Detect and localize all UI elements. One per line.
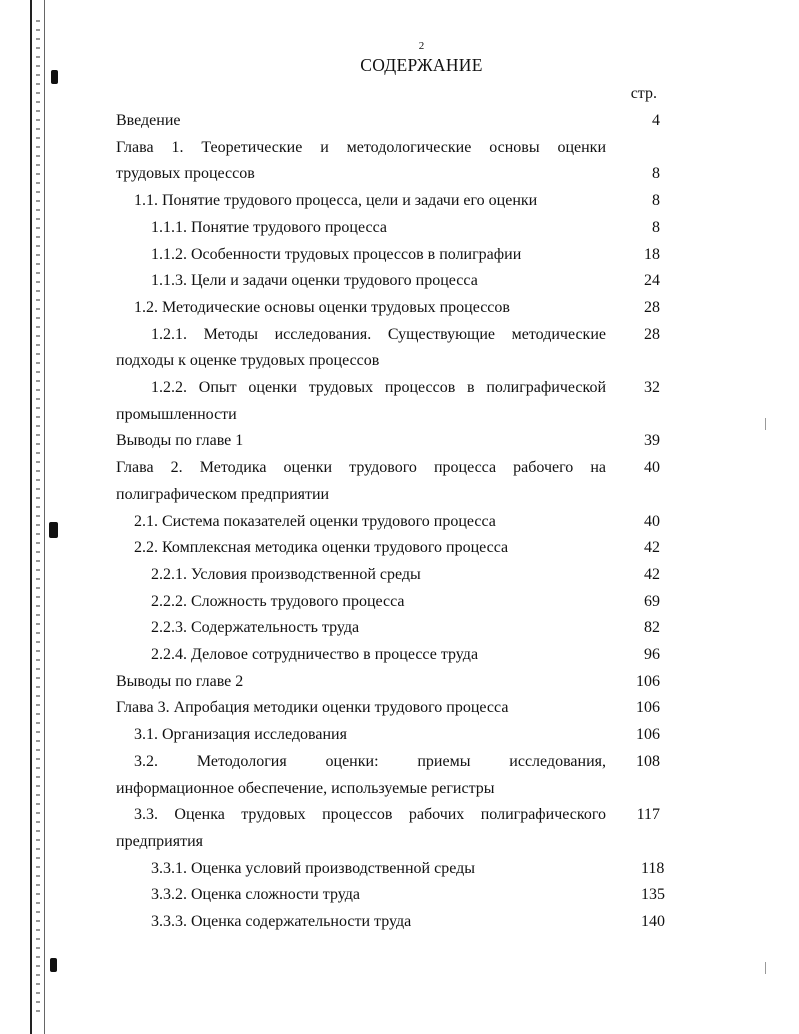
scan-punch-mark [49,522,58,538]
toc-entry[interactable] [116,188,660,215]
toc-entry-title: Выводы по главе 2 [116,672,244,690]
toc-entry[interactable] [116,589,660,616]
toc-entry[interactable] [116,695,660,722]
toc-entry[interactable] [116,642,660,669]
toc-entry-title: 2.1. Система показателей оценки трудового процесса [134,512,496,530]
toc-entry-page: 106 [636,726,660,744]
toc-entry-continuation[interactable] [116,829,660,856]
toc-entry[interactable] [116,108,660,135]
toc-entry[interactable] [116,562,660,589]
toc-entry[interactable] [116,268,660,295]
toc-entry[interactable] [116,615,660,642]
toc-entry-page: 18 [644,245,660,263]
toc-entry-continuation[interactable] [116,348,660,375]
toc-entry-page: 108 [636,752,660,770]
table-of-contents [116,108,665,936]
toc-entry-title: 1.1.1. Понятие трудового процесса [151,218,387,236]
toc-entry-title: Глава 3. Апробация методики оценки трудового процесса [116,699,509,717]
toc-entry-title: Глава 1. Теоретические и методологические основы оценки [116,138,606,156]
toc-entry-continuation[interactable] [116,482,660,509]
toc-entry[interactable] [116,509,660,536]
scan-right-mark [765,418,766,430]
toc-entry[interactable] [116,135,660,162]
toc-entry-page: 32 [644,379,660,397]
toc-entry[interactable] [116,909,665,936]
scan-right-mark [765,962,766,974]
toc-entry-page: 24 [644,272,660,290]
toc-entry-page: 28 [644,298,660,316]
toc-entry-title: 1.2.1. Методы исследования. Существующие методические [151,325,606,343]
toc-entry-page: 28 [644,325,660,343]
toc-entry-title: 2.2.4. Деловое сотрудничество в процессе труда [151,646,479,664]
toc-entry-page: 106 [636,672,660,690]
page-number: 2 [418,40,425,52]
toc-entry-continuation[interactable] [116,776,660,803]
toc-entry-page: 8 [652,165,660,183]
toc-entry[interactable] [116,749,660,776]
scan-left-edge [30,0,32,1034]
toc-entry-title: 2.2.3. Содержательность труда [151,619,360,637]
toc-entry-title: 3.3.2. Оценка сложности труда [151,886,360,904]
toc-entry-title: полиграфическом предприятии [116,485,330,503]
toc-entry-title: 1.1.2. Особенности трудовых процессов в полиграфии [151,245,522,263]
toc-entry-title: 3.1. Организация исследования [134,726,347,744]
toc-entry[interactable] [116,242,660,269]
toc-entry-page: 40 [644,512,660,530]
toc-entry[interactable] [116,375,660,402]
toc-entry[interactable] [116,722,660,749]
toc-entry-page: 106 [636,699,660,717]
toc-entry-title: 2.2. Комплексная методика оценки трудового процесса [134,539,509,557]
scan-punch-mark [50,958,57,972]
toc-entry-page: 8 [652,192,660,210]
toc-entry-continuation[interactable] [116,161,660,188]
toc-entry[interactable] [116,322,660,349]
toc-entry-title: 1.1. Понятие трудового процесса, цели и задачи его оценки [134,192,538,210]
toc-entry-page: 69 [644,592,660,610]
toc-entry-title: Выводы по главе 1 [116,432,244,450]
toc-entry-page: 140 [641,913,665,931]
toc-entry-title: 1.1.3. Цели и задачи оценки трудового процесса [151,272,478,290]
toc-entry-title: подходы к оценке трудовых процессов [116,352,380,370]
toc-entry-page: 96 [644,646,660,664]
toc-entry-title: предприятия [116,832,203,850]
page-title: СОДЕРЖАНИЕ [360,55,483,75]
toc-entry[interactable] [116,669,660,696]
toc-entry-title: Глава 2. Методика оценки трудового процесса рабочего на [116,459,606,477]
toc-entry[interactable] [116,295,660,322]
toc-entry-page: 117 [636,806,660,824]
toc-entry-page: 118 [641,859,665,877]
toc-entry-title: 2.2.2. Сложность трудового процесса [151,592,405,610]
toc-entry-page: 135 [641,886,665,904]
toc-entry-title: трудовых процессов [116,165,255,183]
toc-entry-title: 3.3.3. Оценка содержательности труда [151,913,412,931]
toc-entry-page: 4 [652,112,660,129]
toc-entry[interactable] [116,856,665,883]
toc-entry-page: 42 [644,539,660,557]
toc-entry-title: промышленности [116,405,237,423]
toc-entry-title: информационное обеспечение, используемые регистры [116,779,495,797]
toc-entry[interactable] [116,455,660,482]
toc-entry-title: 3.3.1. Оценка условий производственной среды [151,859,475,877]
toc-entry-title: 3.2. Методология оценки: приемы исследования, [134,752,606,770]
toc-entry-page: 82 [644,619,660,637]
toc-entry-continuation[interactable] [116,402,660,429]
toc-entry-page: 8 [652,218,660,236]
toc-entry-title: 1.2. Методические основы оценки трудовых процессов [134,298,510,316]
toc-entry-title: 3.3. Оценка трудовых процессов рабочих полиграфического [134,806,606,824]
scan-noise [36,20,40,1014]
toc-entry-page: 39 [644,432,660,450]
toc-entry[interactable] [116,535,660,562]
toc-entry[interactable] [116,428,660,455]
toc-entry-title: Введение [116,112,181,129]
toc-entry-title: 2.2.1. Условия производственной среды [151,565,421,583]
toc-entry-page: 42 [644,565,660,583]
toc-entry[interactable] [116,882,665,909]
toc-entry[interactable] [116,215,660,242]
toc-entry[interactable] [116,802,660,829]
page-column-label: стр. [630,85,657,102]
scan-left-edge-inner [44,0,45,1034]
toc-entry-page: 40 [644,459,660,477]
toc-entry-title: 1.2.2. Опыт оценки трудовых процессов в полиграфической [151,379,606,397]
